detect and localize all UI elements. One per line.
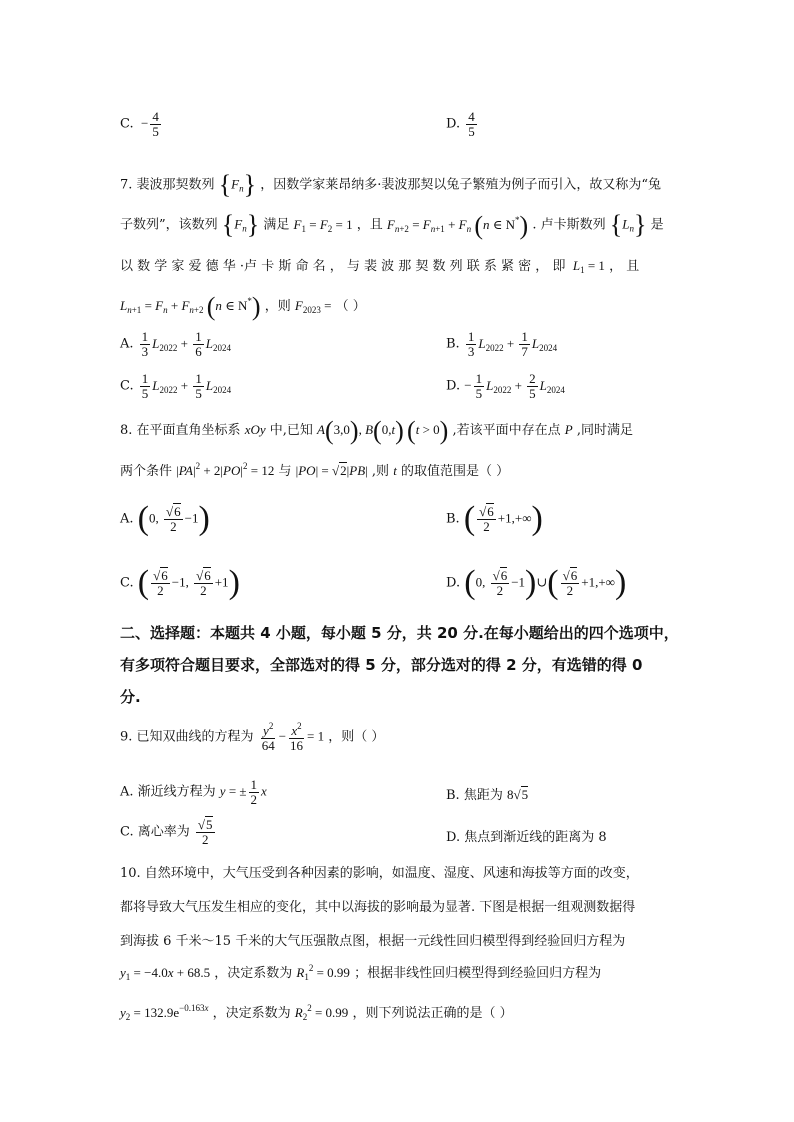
q10-line-3: 到海拔 6 千米～15 千米的大气压强散点图，根据一元线性回归模型得到经验回归方程为 <box>120 934 626 949</box>
q10-line-1: 10. 自然环境中，大气压受到各种因素的影响，如温度、湿度、风速和海拔等方面的改变， <box>120 866 639 881</box>
q8-line-2: 两个条件 $|PA|^2 + 2|PO|^2 = 12$ 与 |PO| = √2|PB| ,则 t 的取值范围是（ ） <box>120 461 510 479</box>
section-heading-line-2: 有多项符合题目要求，全部选对的得 5 分，部分选对的得 2 分，有选错的得 0 <box>120 656 643 674</box>
option-label: C. <box>120 116 134 132</box>
section-heading-line-1: 二、选择题：本题共 4 小题，每小题 5 分，共 20 分.在每小题给出的四个选项中， <box>120 624 679 642</box>
q8-line-1: 8. 在平面直角坐标系 xOy 中,已知 A(3,0), B(0,t) (t > 0) ,若该平面中存在点 P ,同时满足 <box>120 416 633 445</box>
q7-option-b: B. $\frac{1}{3}$ $L_{2022}$ + $\frac{1}{7}$ $L_{2024}$ <box>446 329 558 359</box>
q6-option-d <box>446 110 479 138</box>
q10-line-2: 都将导致大气压发生相应的变化，其中以海拔的影响最为显著. 下图是根据一组观测数据得 <box>120 900 636 915</box>
fraction: $\frac{4}{5}$ <box>468 109 475 139</box>
q9-option-a: A. 渐近线方程为 y = ± $\frac{1}{2}$ x <box>120 777 267 807</box>
q7-line-3: 以 数 学 家 爱 德 华 ·卢 卡 斯 命 名 ， 与 裴 波 那 契 数 列 联 系 紧 密 ， 即 $L_1 = 1$ ， 且 <box>120 258 640 275</box>
q10-line-4: $y_1 = -4.0x + 68.5$ ，决定系数为 $R_1^2 = 0.99$ ；根据非线性回归模型得到经验回归方程为 <box>120 963 602 982</box>
q10-line-5: $y_2 = 132.9e^{-0.163x}$ ，决定系数为 $R_2^2 = 0.99$ ，则下列说法正确的是（ ） <box>120 1003 513 1022</box>
q7-option-d: D. − $\frac{1}{5}$ $L_{2022}$ + $\frac{2}{5}$ $L_{2024}$ <box>446 371 565 401</box>
q7-option-c: C. $\frac{1}{5}$ $L_{2022}$ + $\frac{1}{5}$ $L_{2024}$ <box>120 371 232 401</box>
section-heading-line-3: 分. <box>120 688 141 706</box>
q7-line-1: 7. 裴波那契数列 $\{F_n\}$ ，因数学家莱昂纳多·裴波那契以兔子繁殖为例子而引入，故又称为“兔 <box>120 170 662 199</box>
q7-line-2: 子数列”，该数列 $\{F_n\}$ 满足 $F_1 = F_2 = 1$ ，且 $F_{n+2} = F_{n+1} + F_n$ (n ∈ N*) . 卢卡斯数列 $\{L_n\}$ 是 <box>120 210 664 240</box>
q9-option-c: C. 离心率为 $\frac{√5}{2}$ <box>120 817 213 847</box>
q8-option-b: B. ( $\frac{√6}{2}$ +1,+∞) <box>446 500 543 537</box>
fraction: $\frac{4}{5}$ <box>152 109 159 139</box>
q9-option-b: B. 焦距为 8√5 <box>446 787 529 803</box>
q8-option-d: D. (0, $\frac{√6}{2}$ −1)∪( $\frac{√6}{2}$ +1,+∞) <box>446 564 627 601</box>
q9-option-d: D. 焦点到渐近线的距离为 8 <box>446 830 607 845</box>
q7-option-a: A. $\frac{1}{3}$ $L_{2022}$ + $\frac{1}{6}$ $L_{2024}$ <box>120 329 231 359</box>
option-label: D. <box>446 116 461 132</box>
q7-line-4: $L_{n+1} = F_n + F_{n+2}$ (n ∈ N*) ，则 $F_{2023}$ = （ ） <box>120 292 366 321</box>
q8-option-a: A. (0, $\frac{√6}{2}$ −1) <box>120 500 210 537</box>
q6-option-c: C. − $\frac{4}{5}$ <box>120 109 159 139</box>
q8-option-c: C. ( $\frac{√6}{2}$ −1, $\frac{√6}{2}$ +1) <box>120 564 240 601</box>
q9-stem: 9. 已知双曲线的方程为 $\frac{y^2}{64}$ − $\frac{x^2}{16}$ = 1 ，则（ ） <box>120 721 385 753</box>
